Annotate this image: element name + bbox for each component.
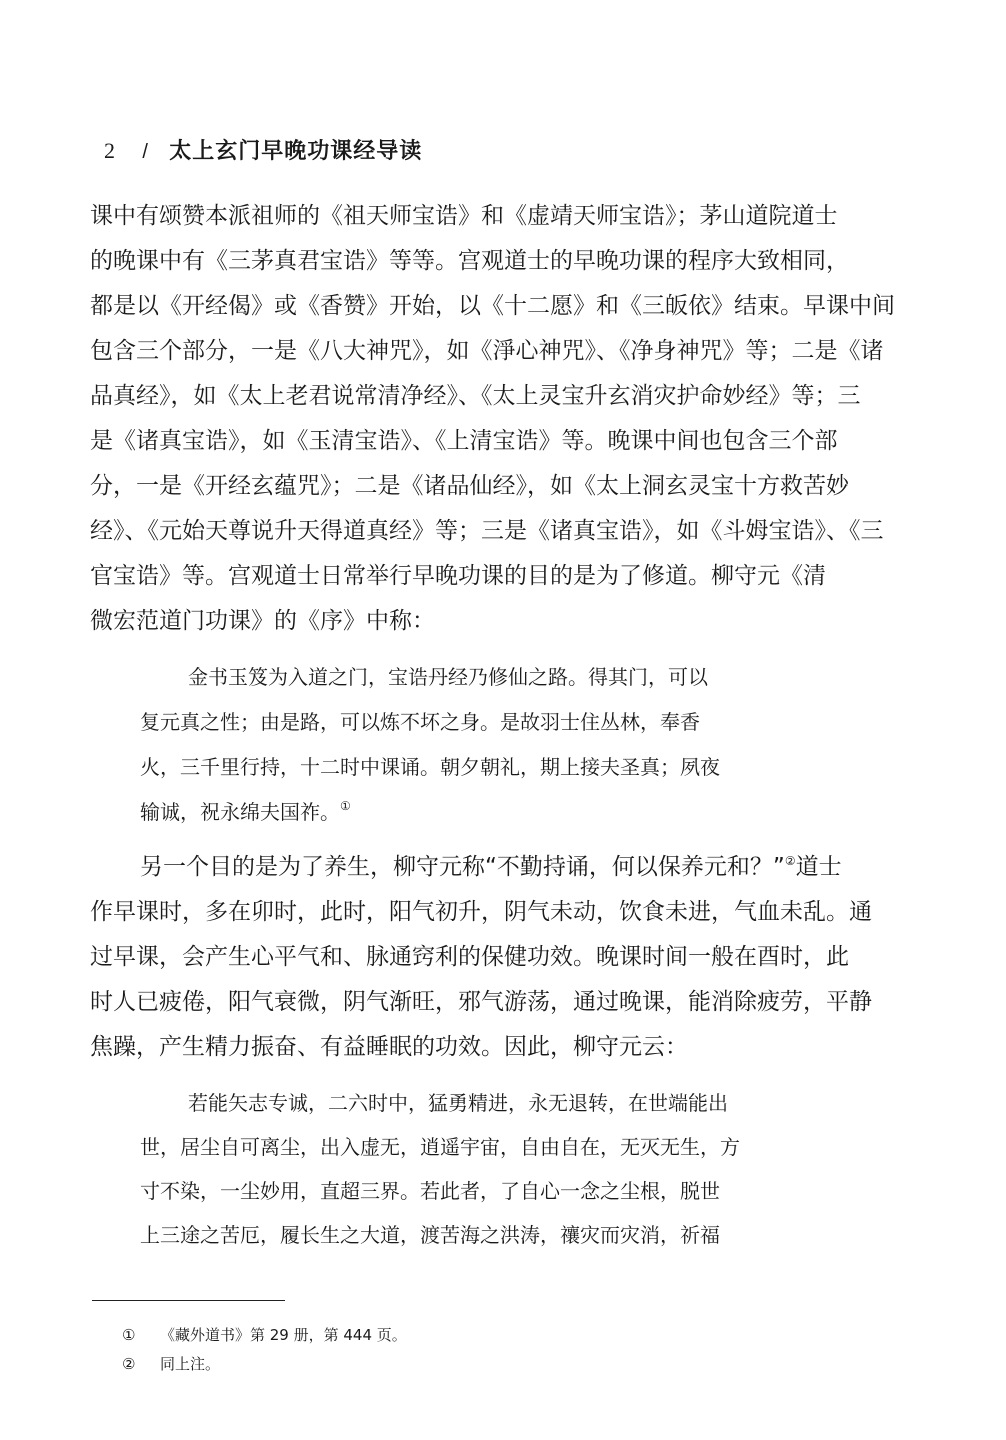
- paragraph-line: 作早课时，多在卯时，此时，阳气初升，阴气未动，饮食未进，气血未乱。通: [90, 899, 872, 925]
- footnote-ref-1: ①: [340, 799, 351, 813]
- footnote-text: 同上注。: [160, 1355, 221, 1373]
- quote-line: 若能矢志专诚，二六时中，猛勇精进，永无退转，在世端能出: [188, 1091, 728, 1115]
- paragraph-line: [140, 852, 842, 882]
- book-title: 太上玄门早晚功课经导读: [169, 139, 423, 164]
- footnote-ref-2: ②: [784, 854, 796, 868]
- paragraph-line: 时人已疲倦，阳气衰微，阴气渐旺，邪气游荡，通过晚课，能消除疲劳，平静: [90, 989, 872, 1015]
- footnote-mark: ②: [122, 1355, 136, 1373]
- paragraph-text-tail: 道士: [795, 854, 842, 880]
- paragraph-line: 品真经》，如《太上老君说常清净经》、《太上灵宝升玄消灾护命妙经》等；三: [90, 383, 861, 409]
- quote-line: 寸不染，一尘妙用，直超三界。若此者，了自心一念之尘根，脱世: [140, 1179, 720, 1203]
- paragraph-line: 过早课，会产生心平气和、脉通窍利的保健功效。晚课时间一般在酉时，此: [90, 944, 849, 970]
- paragraph-line: 是《诸真宝诰》，如《玉清宝诰》、《上清宝诰》等。晚课中间也包含三个部: [90, 428, 838, 454]
- paragraph-line: 课中有颂赞本派祖师的《祖天师宝诰》和《虚靖天师宝诰》；茅山道院道士: [90, 203, 838, 229]
- page-number: 2: [104, 138, 116, 163]
- quote-line: 金书玉笈为入道之门，宝诰丹经乃修仙之路。得其门，可以: [188, 665, 708, 689]
- quote-line: 复元真之性；由是路，可以炼不坏之身。是故羽士住丛林，奉香: [140, 710, 700, 734]
- paragraph-line: 的晚课中有《三茅真君宝诰》等等。宫观道士的早晚功课的程序大致相同，: [90, 248, 849, 274]
- quote-line: 世，居尘自可离尘，出入虚无，逍遥宇宙，自由自在，无灭无生，方: [140, 1135, 740, 1159]
- quote-line: 上三途之苦厄，履长生之大道，渡苦海之洪涛，禳灾而灾消，祈福: [140, 1223, 720, 1247]
- footnote-item: [122, 1354, 220, 1374]
- footnote-divider: [92, 1300, 285, 1301]
- footnote-text: 《藏外道书》第 29 册，第 444 页。: [160, 1326, 407, 1344]
- paragraph-line: 都是以《开经偈》或《香赞》开始，以《十二愿》和《三皈依》结束。早课中间: [90, 293, 895, 319]
- footnote-mark: ①: [122, 1326, 136, 1344]
- quote-line: [140, 798, 351, 826]
- footnote-item: [122, 1325, 407, 1345]
- quote-line: 火，三千里行持，十二时中课诵。朝夕朝礼，期上接夫圣真；夙夜: [140, 755, 720, 779]
- header-separator: /: [142, 141, 149, 163]
- paragraph-line: 微宏范道门功课》的《序》中称：: [90, 608, 435, 634]
- paragraph-text: 另一个目的是为了养生，柳守元称“不勤持诵，何以保养元和？”: [140, 854, 785, 880]
- paragraph-line: 分，一是《开经玄蕴咒》；二是《诸品仙经》，如《太上洞玄灵宝十方救苦妙: [90, 473, 849, 499]
- paragraph-line: 官宝诰》等。宫观道士日常举行早晚功课的目的是为了修道。柳守元《清: [90, 563, 826, 589]
- paragraph-line: 焦躁，产生精力振奋、有益睡眠的功效。因此，柳守元云：: [90, 1034, 688, 1060]
- quote-text: 输诚，祝永绵夫国祚。: [140, 800, 340, 824]
- paragraph-line: 包含三个部分，一是《八大神咒》，如《淨心神咒》、《净身神咒》等；二是《诸: [90, 338, 884, 364]
- running-header: [104, 134, 422, 165]
- paragraph-line: 经》、《元始天尊说升天得道真经》等；三是《诸真宝诰》，如《斗姆宝诰》、《三: [90, 518, 884, 544]
